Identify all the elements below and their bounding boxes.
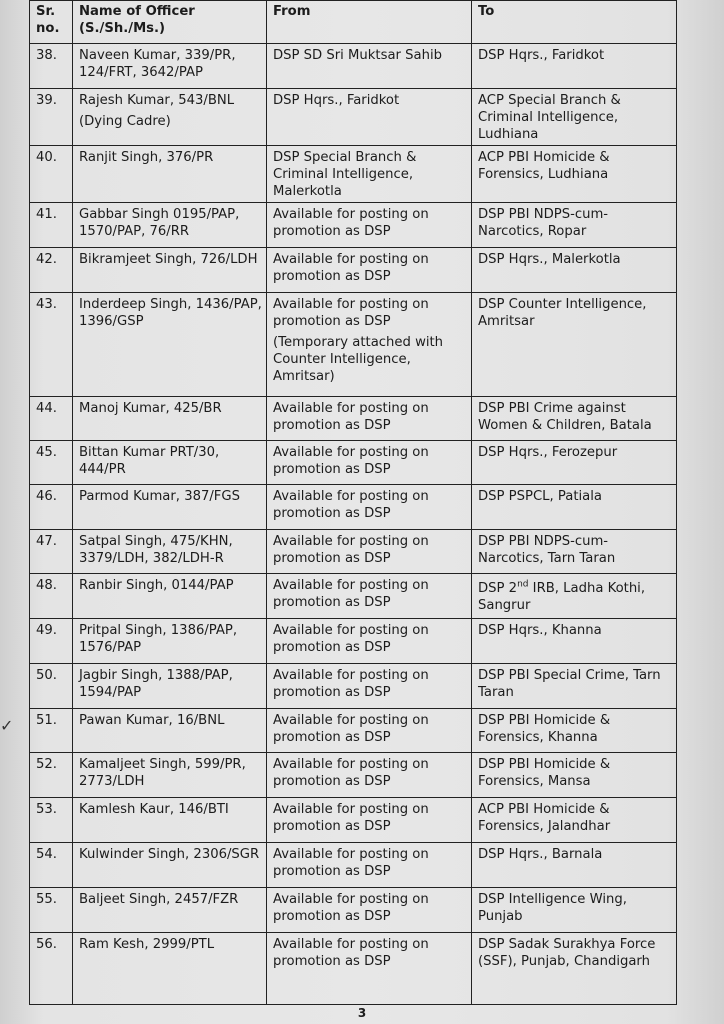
cell-to-text: DSP Hqrs., Malerkotla (478, 252, 621, 267)
cell-sr-no (30, 248, 73, 293)
cell-from-text: Available for posting on promotion as DSP (273, 802, 429, 834)
cell-from (267, 248, 472, 293)
cell-to (472, 798, 677, 843)
margin-check-mark: ✓ (0, 716, 14, 735)
cell-to-text: DSP PBI Crime against Women & Children, Batala (478, 401, 652, 433)
cell-from (267, 146, 472, 203)
cell-sr-no (30, 933, 73, 1005)
cell-to (472, 89, 677, 146)
cell-from-text: Available for posting on promotion as DSP (273, 713, 429, 745)
cell-from-text: DSP Hqrs., Faridkot (273, 93, 400, 108)
cell-from-text: Available for posting on promotion as DSP (273, 847, 429, 879)
cell-from (267, 843, 472, 888)
cell-sr-no (30, 798, 73, 843)
cell-to-text: DSP PBI Homicide & Forensics, Khanna (478, 713, 611, 745)
cell-to-text: DSP PBI NDPS-cum-Narcotics, Ropar (478, 207, 609, 239)
cell-sr-no (30, 44, 73, 89)
cell-from-text: Available for posting on promotion as DSP (273, 252, 429, 284)
cell-sr-no (30, 530, 73, 574)
cell-from-text: Available for posting on promotion as DSP (273, 445, 429, 477)
cell-from (267, 664, 472, 709)
cell-sr-no (30, 146, 73, 203)
cell-to (472, 843, 677, 888)
cell-sr-no-text: 44. (36, 401, 57, 416)
cell-officer-name-note: (Dying Cadre) (79, 114, 171, 129)
cell-from (267, 798, 472, 843)
cell-from (267, 888, 472, 933)
cell-to (472, 664, 677, 709)
cell-officer-name-text: Baljeet Singh, 2457/FZR (79, 892, 239, 907)
cell-sr-no (30, 888, 73, 933)
cell-officer-name-text: Pritpal Singh, 1386/PAP, 1576/PAP (79, 623, 238, 655)
cell-from-text: Available for posting on promotion as DSP (273, 297, 429, 329)
table-header (30, 1, 677, 44)
cell-from-text: Available for posting on promotion as DSP (273, 757, 429, 789)
cell-to (472, 146, 677, 203)
cell-officer-name (73, 485, 267, 530)
cell-sr-no-text: 46. (36, 489, 57, 504)
cell-to-text: ACP PBI Homicide & Forensics, Ludhiana (478, 150, 610, 182)
cell-sr-no (30, 843, 73, 888)
cell-sr-no (30, 753, 73, 798)
cell-from-text: Available for posting on promotion as DSP (273, 534, 429, 566)
table-row (30, 485, 677, 530)
cell-to (472, 619, 677, 664)
cell-to-text: DSP PBI Homicide & Forensics, Mansa (478, 757, 611, 789)
table-row (30, 574, 677, 619)
cell-sr-no (30, 619, 73, 664)
cell-sr-no-text: 50. (36, 668, 57, 683)
table-row (30, 441, 677, 485)
cell-from-text: Available for posting on promotion as DSP (273, 401, 429, 433)
cell-officer-name-text: Naveen Kumar, 339/PR, 124/FRT, 3642/PAP (79, 48, 236, 80)
cell-to-text: DSP Intelligence Wing, Punjab (478, 892, 627, 924)
cell-to-text: DSP Counter Intelligence, Amritsar (478, 297, 647, 329)
cell-officer-name-text: Parmod Kumar, 387/FGS (79, 489, 240, 504)
table-row (30, 619, 677, 664)
cell-officer-name (73, 203, 267, 248)
cell-officer-name (73, 397, 267, 441)
cell-to-text: DSP Hqrs., Barnala (478, 847, 603, 862)
table-row (30, 664, 677, 709)
cell-officer-name (73, 709, 267, 753)
cell-from (267, 574, 472, 619)
cell-officer-name-text: Bittan Kumar PRT/30, 444/PR (79, 445, 220, 477)
cell-officer-name (73, 146, 267, 203)
cell-sr-no (30, 709, 73, 753)
cell-to-text: DSP PSPCL, Patiala (478, 489, 602, 504)
cell-from (267, 485, 472, 530)
cell-from-text: Available for posting on promotion as DSP (273, 892, 429, 924)
table-row (30, 798, 677, 843)
page-number: 3 (357, 1006, 367, 1020)
cell-from (267, 293, 472, 397)
cell-sr-no-text: 41. (36, 207, 57, 222)
cell-sr-no (30, 664, 73, 709)
cell-from (267, 530, 472, 574)
cell-sr-no-text: 56. (36, 937, 57, 952)
cell-officer-name-text: Inderdeep Singh, 1436/PAP, 1396/GSP (79, 297, 262, 329)
cell-sr-no (30, 441, 73, 485)
cell-to (472, 293, 677, 397)
header-officer-name: Name of Officer (S./Sh./Ms.) (73, 1, 267, 44)
table-body (30, 44, 677, 1005)
cell-officer-name-text: Pawan Kumar, 16/BNL (79, 713, 225, 728)
cell-officer-name (73, 843, 267, 888)
cell-sr-no-text: 49. (36, 623, 57, 638)
cell-to (472, 248, 677, 293)
cell-officer-name-text: Satpal Singh, 475/KHN, 3379/LDH, 382/LDH-R (79, 534, 233, 566)
cell-sr-no-text: 38. (36, 48, 57, 63)
cell-officer-name (73, 530, 267, 574)
cell-from (267, 441, 472, 485)
cell-to (472, 397, 677, 441)
cell-to (472, 709, 677, 753)
cell-sr-no-text: 48. (36, 578, 57, 593)
cell-sr-no (30, 203, 73, 248)
cell-to-text: ACP Special Branch & Criminal Intelligence, Ludhiana (478, 93, 621, 142)
cell-officer-name-text: Kamlesh Kaur, 146/BTI (79, 802, 229, 817)
cell-from-text: Available for posting on promotion as DSP (273, 489, 429, 521)
cell-from (267, 397, 472, 441)
cell-officer-name (73, 44, 267, 89)
cell-to (472, 441, 677, 485)
cell-to (472, 574, 677, 619)
cell-to-text: DSP Hqrs., Khanna (478, 623, 602, 638)
header-row (30, 1, 677, 44)
table-row (30, 530, 677, 574)
cell-from (267, 44, 472, 89)
cell-officer-name-text: Ram Kesh, 2999/PTL (79, 937, 215, 952)
table-row (30, 203, 677, 248)
cell-officer-name-text: Kamaljeet Singh, 599/PR, 2773/LDH (79, 757, 246, 789)
posting-table (29, 0, 677, 1005)
cell-officer-name-text: Rajesh Kumar, 543/BNL (79, 93, 235, 108)
table-row (30, 248, 677, 293)
table-row (30, 933, 677, 1005)
cell-from (267, 709, 472, 753)
cell-from-text: Available for posting on promotion as DSP (273, 578, 429, 610)
table-row (30, 753, 677, 798)
table-row (30, 843, 677, 888)
cell-from-text: DSP Special Branch & Criminal Intelligence, Malerkotla (273, 150, 417, 199)
cell-sr-no (30, 293, 73, 397)
cell-officer-name-text: Ranbir Singh, 0144/PAP (79, 578, 234, 593)
cell-sr-no-text: 55. (36, 892, 57, 907)
cell-to (472, 485, 677, 530)
cell-from-note: (Temporary attached with Counter Intelligence, Amritsar) (273, 335, 444, 384)
cell-officer-name-text: Kulwinder Singh, 2306/SGR (79, 847, 260, 862)
cell-officer-name (73, 798, 267, 843)
cell-to (472, 44, 677, 89)
cell-sr-no-text: 39. (36, 93, 57, 108)
cell-sr-no (30, 397, 73, 441)
cell-to (472, 888, 677, 933)
cell-officer-name (73, 248, 267, 293)
cell-officer-name-text: Ranjit Singh, 376/PR (79, 150, 214, 165)
cell-officer-name (73, 293, 267, 397)
cell-officer-name (73, 664, 267, 709)
cell-officer-name (73, 89, 267, 146)
cell-to-text: DSP Sadak Surakhya Force (SSF), Punjab, Chandigarh (478, 937, 656, 969)
cell-to (472, 203, 677, 248)
cell-officer-name-text: Jagbir Singh, 1388/PAP, 1594/PAP (79, 668, 233, 700)
cell-sr-no-text: 45. (36, 445, 57, 460)
cell-officer-name (73, 574, 267, 619)
cell-sr-no-text: 43. (36, 297, 57, 312)
cell-to-text: DSP PBI NDPS-cum-Narcotics, Tarn Taran (478, 534, 616, 566)
cell-from-text: Available for posting on promotion as DSP (273, 668, 429, 700)
cell-sr-no-text: 54. (36, 847, 57, 862)
cell-officer-name (73, 619, 267, 664)
cell-from-text: Available for posting on promotion as DSP (273, 207, 429, 239)
table-row (30, 888, 677, 933)
cell-to-text: ACP PBI Homicide & Forensics, Jalandhar (478, 802, 611, 834)
cell-sr-no-text: 51. (36, 713, 57, 728)
cell-officer-name (73, 888, 267, 933)
cell-officer-name (73, 753, 267, 798)
cell-from (267, 933, 472, 1005)
table-row (30, 293, 677, 397)
cell-sr-no (30, 89, 73, 146)
cell-from-text: DSP SD Sri Muktsar Sahib (273, 48, 442, 63)
cell-sr-no (30, 574, 73, 619)
cell-to-text: DSP Hqrs., Faridkot (478, 48, 605, 63)
table-row (30, 89, 677, 146)
cell-sr-no-text: 52. (36, 757, 57, 772)
cell-officer-name-text: Bikramjeet Singh, 726/LDH (79, 252, 258, 267)
table-row (30, 397, 677, 441)
cell-from-text: Available for posting on promotion as DSP (273, 623, 429, 655)
cell-sr-no-text: 47. (36, 534, 57, 549)
cell-from (267, 89, 472, 146)
cell-officer-name-text: Gabbar Singh 0195/PAP, 1570/PAP, 76/RR (79, 207, 240, 239)
cell-sr-no (30, 485, 73, 530)
header-from: From (267, 1, 472, 44)
cell-officer-name (73, 441, 267, 485)
cell-to (472, 753, 677, 798)
cell-from (267, 753, 472, 798)
cell-to (472, 933, 677, 1005)
cell-to-text: DSP 2nd IRB, Ladha Kothi, Sangrur (478, 580, 646, 614)
cell-to-text: DSP PBI Special Crime, Tarn Taran (478, 668, 661, 700)
cell-officer-name-text: Manoj Kumar, 425/BR (79, 401, 222, 416)
cell-to-text: DSP Hqrs., Ferozepur (478, 445, 618, 460)
cell-sr-no-text: 40. (36, 150, 57, 165)
cell-from (267, 203, 472, 248)
table-row (30, 146, 677, 203)
header-sr-no: Sr. no. (30, 1, 73, 44)
header-to: To (472, 1, 677, 44)
cell-to (472, 530, 677, 574)
table-row (30, 44, 677, 89)
table-row (30, 709, 677, 753)
cell-sr-no-text: 42. (36, 252, 57, 267)
cell-from (267, 619, 472, 664)
cell-from-text: Available for posting on promotion as DSP (273, 937, 429, 969)
cell-sr-no-text: 53. (36, 802, 57, 817)
cell-officer-name (73, 933, 267, 1005)
